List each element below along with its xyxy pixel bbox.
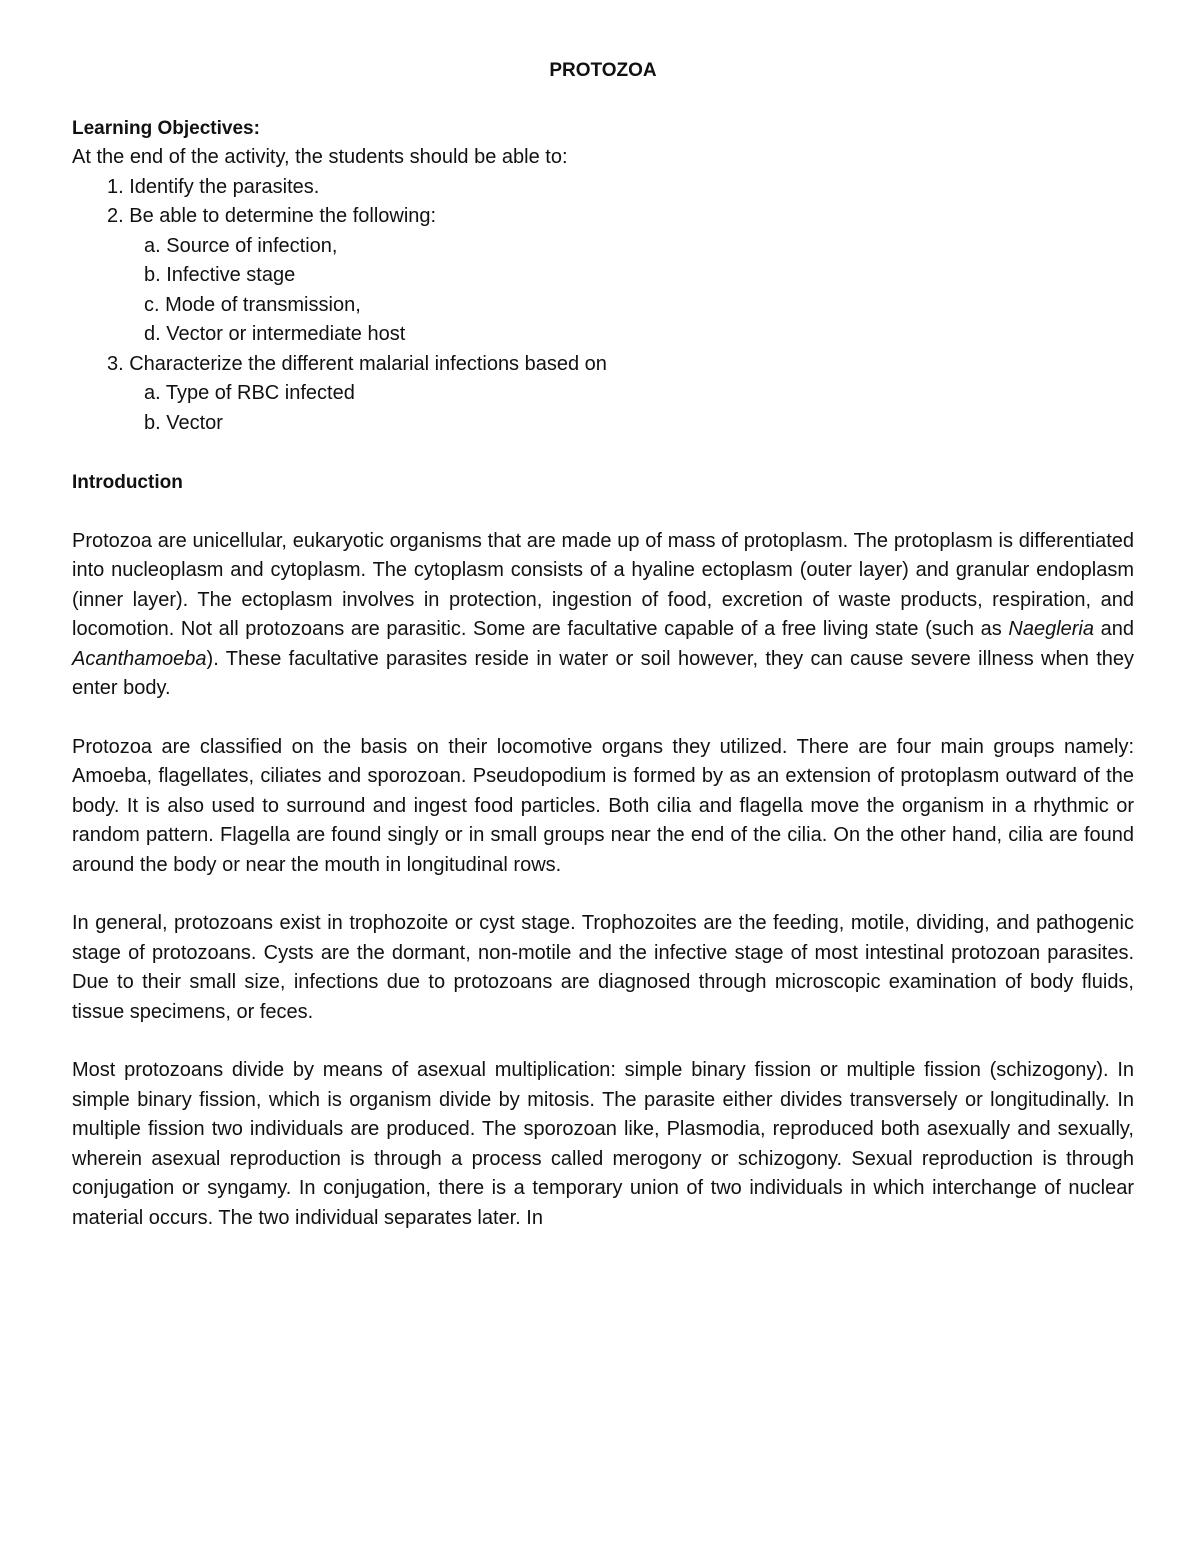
intro-p1-italic-naegleria: Naegleria <box>1008 618 1094 640</box>
objective-sublist <box>107 232 1134 350</box>
objectives-intro: At the end of the activity, the students should be able to: <box>72 146 568 168</box>
intro-p1-text-a: Protozoa are unicellular, eukaryotic organisms that are made up of mass of protoplasm. The protoplasm is differentiated into nucleoplasm and cytoplasm. The cytoplasm consists of a hyaline ectoplasm (outer layer) and granular endoplasm (inner layer). The ectoplasm involves in protection, ingestion of food, excretion of waste products, respiration, and locomotion. Not all protozoans are parasitic. Some are facultative capable of a free living state (such as <box>72 529 1134 640</box>
intro-paragraph-2: Protozoa are classified on the basis on their locomotive organs they utilized. There are four main groups namely: Amoeba, flagellates, ciliates and sporozoan. Pseudopodium is formed by as an extension of protoplasm outward of the body. It is also used to surround and ingest food particles. Both cilia and flagella move the organism in a rhythmic or random pattern. Flagella are found singly or in small groups near the end of the cilia. On the other hand, cilia are found around the body or near the mouth in longitudinal rows. <box>72 735 1134 876</box>
objective-subitem: b. Vector <box>144 411 223 434</box>
intro-p1-text-b: and <box>1093 618 1134 640</box>
intro-paragraph-1 <box>72 527 1134 704</box>
intro-p1-text-c: ). These facultative parasites reside in water or soil however, they can cause severe illness when they enter body. <box>72 647 1134 699</box>
page-title: PROTOZOA <box>549 60 657 81</box>
introduction-heading: Introduction <box>72 472 183 493</box>
intro-paragraph-4: Most protozoans divide by means of asexual multiplication: simple binary fission or multiple fission (schizogony). In simple binary fission, which is organism divide by mitosis. The parasite either divides transversely or longitudinally. In multiple fission two individuals are produced. The sporozoan like, Plasmodia, reproduced both asexually and sexually, wherein asexual reproduction is through a process called merogony or schizogony. Sexual reproduction is through conjugation or syngamy. In conjugation, there is a temporary union of two individuals in which interchange of nuclear material occurs. The two individual separates later. In <box>72 1059 1134 1229</box>
document-page <box>72 56 1134 1262</box>
objective-label: 1. Identify the parasites. <box>107 175 320 198</box>
intro-p1-italic-acanthamoeba: Acanthamoeba <box>72 647 207 670</box>
objective-subitem: d. Vector or intermediate host <box>144 323 406 345</box>
objective-item <box>107 202 1134 350</box>
objectives-heading: Learning Objectives: <box>72 117 260 139</box>
objective-label: 3. Characterize the different malarial infections based on <box>107 352 607 375</box>
objective-subitem: c. Mode of transmission, <box>144 293 361 316</box>
objective-label: 2. Be able to determine the following: <box>107 205 437 227</box>
objectives-list <box>72 173 1134 439</box>
objective-item <box>107 350 1134 439</box>
objective-sublist <box>107 379 1134 438</box>
objective-subitem: a. Source of infection, <box>144 234 338 257</box>
objective-subitem: a. Type of RBC infected <box>144 382 355 404</box>
objective-subitem: b. Infective stage <box>144 264 296 286</box>
objective-item <box>107 173 1134 203</box>
intro-paragraph-3: In general, protozoans exist in trophozoite or cyst stage. Trophozoites are the feeding, motile, dividing, and pathogenic stage of protozoans. Cysts are the dormant, non-motile and the infective stage of most intestinal protozoan parasites. Due to their small size, infections due to protozoans are diagnosed through microscopic examination of body fluids, tissue specimens, or feces. <box>72 912 1134 1023</box>
